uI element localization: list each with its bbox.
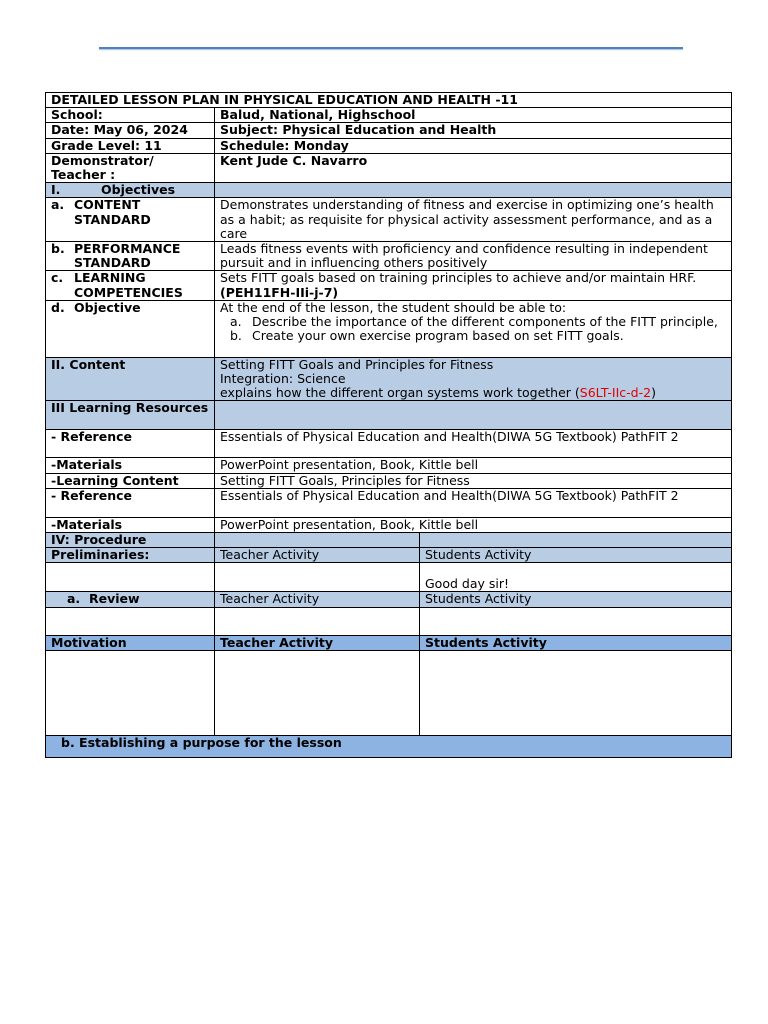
teacher-value: Kent Jude C. Navarro [215, 153, 732, 182]
content-standard-row [46, 198, 732, 242]
performance-standard-num: b. [51, 241, 65, 257]
objective-row [46, 300, 732, 357]
procedure-label: IV: Procedure [46, 533, 215, 548]
motivation-students-header: Students Activity [420, 635, 732, 650]
objective-item-num: b. [230, 328, 242, 344]
school-label: School: [46, 108, 215, 123]
content-standard-cell [46, 198, 215, 242]
procedure-blank-2 [420, 533, 732, 548]
content-standard-label: CONTENT STANDARD [74, 197, 151, 227]
learning-competencies-label: LEARNING COMPETENCIES [74, 270, 183, 300]
content-line3: explains how the different organ systems work together ( [220, 385, 580, 401]
school-value: Balud, National, Highschool [215, 108, 732, 123]
objective-text-cell [215, 300, 732, 357]
title-row [46, 93, 732, 108]
header-rule [99, 47, 683, 49]
review-blank-1 [46, 607, 215, 635]
motivation-blank-2 [215, 650, 420, 735]
teacher-row [46, 153, 732, 182]
resource-value: Setting FITT Goals, Principles for Fitness [215, 473, 732, 488]
resources-blank [215, 401, 732, 430]
objective-item-text: Create your own exercise program based on set FITT goals. [252, 328, 624, 344]
table-row [46, 517, 732, 532]
grade-row [46, 138, 732, 153]
subject-value: Subject: Physical Education and Health [215, 123, 732, 138]
resource-value: Essentials of Physical Education and Health(DIWA 5G Textbook) PathFIT 2 [215, 430, 732, 458]
preliminaries-label: Preliminaries: [46, 548, 215, 563]
date-row [46, 123, 732, 138]
motivation-teacher-header: Teacher Activity [215, 635, 420, 650]
content-row [46, 357, 732, 401]
resource-label: -Learning Content [46, 473, 215, 488]
school-row [46, 108, 732, 123]
resource-label: -Materials [46, 517, 215, 532]
motivation-blank-1 [46, 650, 215, 735]
resources-heading-row [46, 401, 732, 430]
procedure-heading-row [46, 533, 732, 548]
table-row [46, 458, 732, 473]
objective-cell [46, 300, 215, 357]
date-value: Date: May 06, 2024 [46, 123, 215, 138]
motivation-row [46, 635, 732, 650]
table-row [46, 430, 732, 458]
resource-label: - Reference [46, 488, 215, 517]
table-row [46, 488, 732, 517]
schedule-value: Schedule: Monday [215, 138, 732, 153]
content-line3-wrap [220, 386, 726, 400]
objective-intro: At the end of the lesson, the student should be able to: [220, 300, 567, 315]
content-standard-text: Demonstrates understanding of fitness and exercise in optimizing one’s health as a habit; as requisite for physical activity assessment performance, and as a care [215, 198, 732, 242]
objectives-heading-label: Objectives [101, 182, 176, 198]
performance-standard-row [46, 242, 732, 271]
student-reply: Good day sir! [420, 563, 732, 592]
review-students-header: Students Activity [420, 592, 732, 607]
resource-value: PowerPoint presentation, Book, Kittle bell [215, 517, 732, 532]
review-num: a. [67, 591, 81, 607]
preliminaries-blank [46, 563, 215, 592]
preliminaries-teacher-body [215, 563, 420, 592]
performance-standard-label: PERFORMANCE STANDARD [74, 241, 181, 271]
objective-item-text: Describe the importance of the different components of the FITT principle, [252, 314, 718, 330]
content-line3-close: ) [651, 385, 656, 401]
motivation-body-row [46, 650, 732, 735]
objective-num: d. [51, 300, 65, 315]
resources-label: III Learning Resources [46, 401, 215, 430]
table-row [46, 473, 732, 488]
objectives-heading-row [46, 183, 732, 198]
preliminaries-body-row [46, 563, 732, 592]
objectives-heading-blank [215, 183, 732, 198]
list-item [220, 329, 726, 343]
preliminaries-students-header: Students Activity [420, 548, 732, 563]
review-blank-3 [420, 607, 732, 635]
list-item [220, 315, 726, 329]
grade-value: Grade Level: 11 [46, 138, 215, 153]
learning-competencies-cell-text [215, 271, 732, 300]
content-standard-num: a. [51, 197, 65, 213]
learning-competencies-cell [46, 271, 215, 300]
content-cell [215, 357, 732, 401]
motivation-blank-3 [420, 650, 732, 735]
review-teacher-header: Teacher Activity [215, 592, 420, 607]
learning-competencies-code: (PEH11FH-IIi-j-7) [220, 284, 339, 300]
content-label: II. Content [46, 357, 215, 401]
review-body-row [46, 607, 732, 635]
performance-standard-text: Leads fitness events with proficiency and confidence resulting in independent pursuit and in influencing others positively [215, 242, 732, 271]
content-line2: Integration: Science [220, 371, 346, 387]
preliminaries-row [46, 548, 732, 563]
objective-list [220, 315, 726, 343]
review-label: Review [89, 591, 140, 607]
preliminaries-teacher-header: Teacher Activity [215, 548, 420, 563]
content-line1: Setting FITT Goals and Principles for Fitness [220, 357, 494, 372]
objectives-heading-num: I. [51, 182, 61, 198]
resource-value: Essentials of Physical Education and Health(DIWA 5G Textbook) PathFIT 2 [215, 488, 732, 517]
resource-value: PowerPoint presentation, Book, Kittle bell [215, 458, 732, 473]
review-blank-2 [215, 607, 420, 635]
procedure-blank-1 [215, 533, 420, 548]
integration-code: S6LT-IIc-d-2 [579, 385, 652, 401]
purpose-row [46, 735, 732, 757]
purpose-heading: b. Establishing a purpose for the lesson [46, 735, 732, 757]
resource-label: - Reference [46, 430, 215, 458]
review-row [46, 592, 732, 607]
review-cell [46, 592, 215, 607]
objective-item-num: a. [230, 314, 242, 330]
resource-label: -Materials [46, 458, 215, 473]
learning-competencies-row [46, 271, 732, 300]
objective-label: Objective [74, 300, 141, 315]
objectives-heading [46, 183, 215, 198]
motivation-label: Motivation [46, 635, 215, 650]
performance-standard-cell [46, 242, 215, 271]
lesson-plan-table [45, 92, 732, 758]
learning-competencies-text: Sets FITT goals based on training principles to achieve and/or maintain HRF. [220, 270, 697, 286]
learning-competencies-num: c. [51, 270, 64, 286]
teacher-label: Demonstrator/ Teacher : [46, 153, 215, 182]
document-title: DETAILED LESSON PLAN IN PHYSICAL EDUCATION AND HEALTH -11 [46, 93, 732, 108]
